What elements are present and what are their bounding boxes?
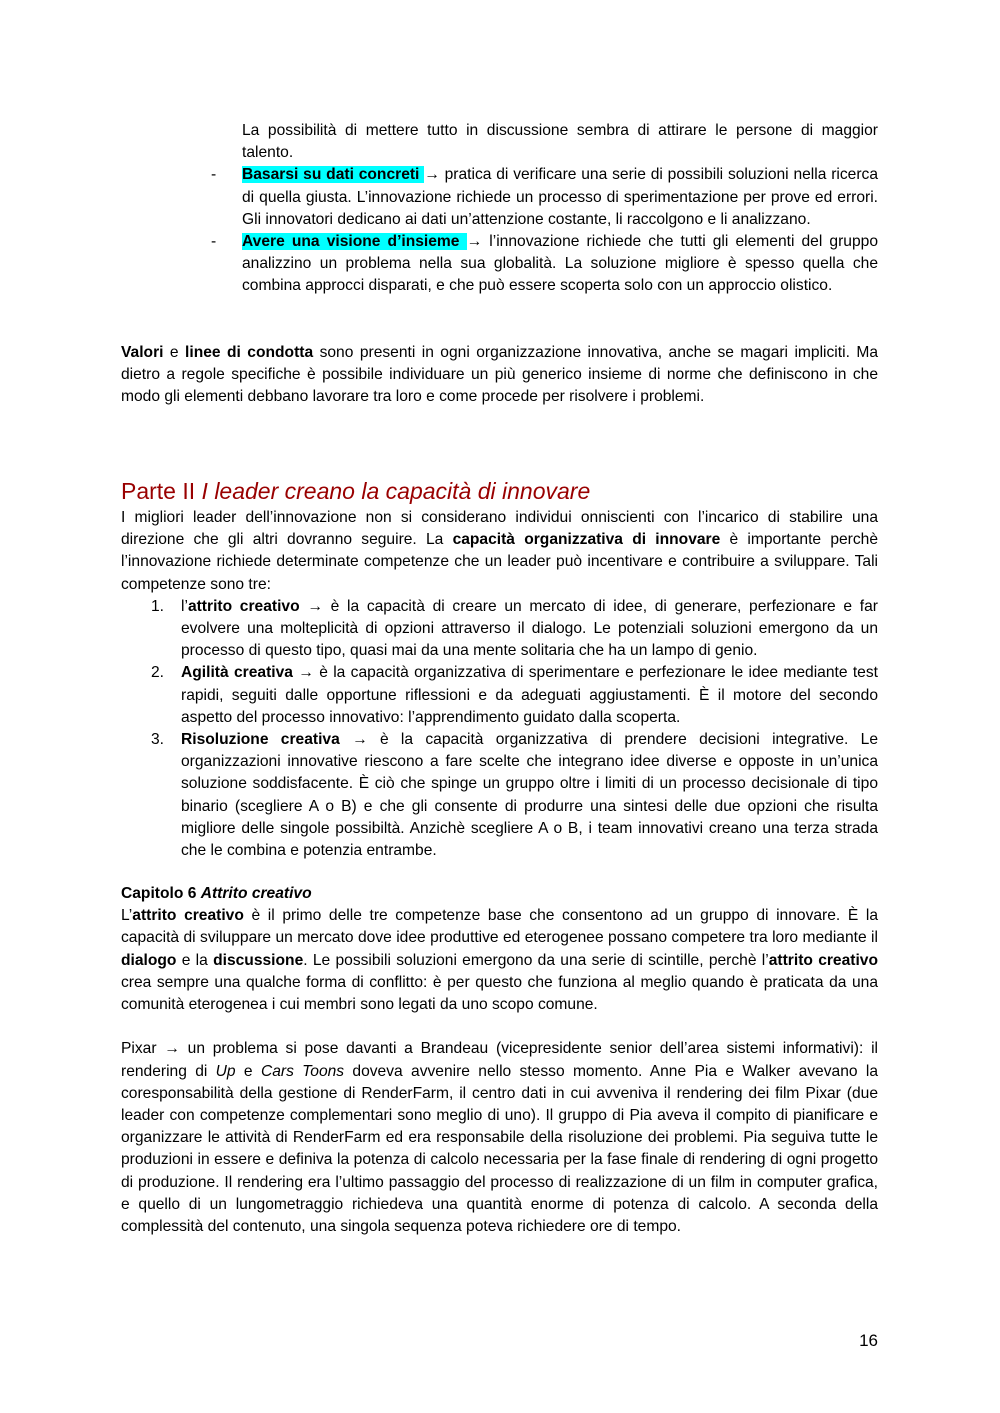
list-number: 1.	[151, 597, 165, 615]
bold-term: attrito creativo	[768, 951, 878, 969]
list-item-text: → è la capacità di creare un mercato di idee, di generare, perfezionare e far evolvere una molteplicità di opzioni attraverso il dialogo. Le potenziali soluzioni emergono da un processo di questo tipo, quasi mai da una mente solitaria che ha un lampo di genio.	[181, 597, 878, 660]
list-number: 2.	[151, 664, 165, 682]
page-number: 16	[859, 1331, 878, 1350]
bullet-dash: -	[211, 233, 217, 251]
bold-term: capacità organizzativa di innovare	[452, 531, 721, 549]
text-run: L’	[121, 907, 133, 925]
list-item-text: → è la capacità organizzativa di sperimentare e perfezionare le idee mediante test rapidi, seguiti dalle opportune riflessioni e da adeguati aggiustamenti. È il motore del secondo aspetto del processo innovativo: l’apprendimento guidato dalla scoperta.	[181, 664, 878, 726]
text-run: Pixar → un problema si pose davanti a Brandeau (vicepresidente senior dell’area sistemi informativi): il rendering di	[121, 1040, 878, 1080]
numbered-list	[121, 596, 878, 862]
heading-title: I leader creano la capacità di innovare	[201, 478, 591, 504]
list-item	[121, 729, 878, 862]
text-run: e	[163, 344, 186, 361]
text-run: e	[235, 1062, 261, 1080]
list-item	[121, 231, 878, 298]
text-run: I migliori leader dell’innovazione non si considerano individui onniscienti con l’incarico di stabilire una direzione che gli altri dovranno seguire. La	[121, 509, 878, 549]
bold-term: dialogo	[121, 951, 177, 969]
highlighted-term: Avere una visione d’insieme	[242, 233, 467, 251]
list-item-continuation	[121, 120, 878, 164]
text-run: . Le possibili soluzioni emergono da una serie di scintille, perchè l’	[303, 951, 769, 969]
values-paragraph	[121, 342, 878, 409]
text-run: e la	[176, 951, 214, 969]
bold-term: Risoluzione creativa	[181, 731, 340, 749]
text-run: l’	[181, 597, 188, 615]
chapter-title	[121, 883, 878, 905]
highlighted-term: Basarsi su dati concreti	[242, 166, 425, 184]
text-run: è importante perchè l’innovazione richiede determinate competenze che un leader può incentivare e contribuire a sviluppare. Tali competenze sono tre:	[121, 531, 878, 593]
bold-term: Valori	[121, 344, 164, 361]
list-number: 3.	[151, 731, 165, 749]
part2-intro	[121, 507, 878, 596]
part2-body	[121, 507, 878, 862]
list-item	[121, 596, 878, 663]
bold-term: attrito creativo	[132, 907, 244, 925]
text-run: doveva avvenire nello stesso momento. Anne Pia e Walker avevano la coresponsabilità della gestione di RenderFarm, il centro dati in cui avveniva il rendering dei film Pixar (due leader con competenze complementari sono meglio di uno). Il gruppo di Pia aveva il compito di pianificare e organizzare le attività di RenderFarm ed era responsabile della risoluzione dei problemi. Pia seguiva tutte le produzioni in essere e definiva la potenza di calcolo necessaria per la fase finale di rendering di ogni progetto di produzione. Il rendering era l’ultimo passaggio del processo di realizzazione di un film in computer grafica, e quello di un lungometraggio richiedeva una quantità enorme di potenza di calcolo. A seconda della complessità del contenuto, una singola sequenza poteva richiedere ore di tempo.	[121, 1062, 879, 1236]
bullet-dash: -	[211, 166, 217, 184]
section-heading	[121, 476, 878, 506]
list-item-text: → l’innovazione richiede che tutti gli elementi del gruppo analizzino un problema nella sua globalità. La soluzione migliore è spesso quella che combina approcci disparati, e che può essere scoperta solo con un approccio olistico.	[242, 233, 878, 295]
list-item	[121, 662, 878, 729]
chapter6-paragraph-2	[121, 1038, 878, 1238]
chapter-title-italic: Attrito creativo	[200, 885, 312, 902]
chapter6-paragraph-1	[121, 905, 878, 1016]
paragraph-spacer	[121, 1016, 878, 1038]
bullet-list	[121, 120, 878, 298]
heading-prefix: Parte II	[121, 478, 202, 504]
bold-term: linee di condotta	[185, 344, 314, 361]
text-run: sono presenti in ogni organizzazione innovativa, anche se magari impliciti. Ma dietro a regole specifiche è possibile individuare un più generico insieme di norme che definiscono in che modo gli elementi debbano lavorare tra loro e come procede per risolvere i problemi.	[121, 344, 879, 406]
bold-term: discussione	[213, 951, 304, 969]
chapter-title-prefix: Capitolo 6	[121, 885, 201, 902]
list-item-text: La possibilità di mettere tutto in discussione sembra di attirare le persone di maggior talento.	[242, 122, 878, 162]
italic-title: Up	[215, 1062, 236, 1080]
chapter6-section	[121, 883, 878, 1238]
list-item	[121, 164, 878, 231]
bold-term: Agilità creativa	[181, 664, 293, 682]
text-run: crea sempre una qualche forma di conflitto: è per questo che funziona al meglio quando è praticata da una comunità eterogenea i cui membri sono legati da uno scopo comune.	[121, 973, 878, 1014]
bold-term: attrito creativo	[187, 597, 300, 615]
italic-title: Cars Toons	[260, 1062, 345, 1080]
list-item-text: → pratica di verificare una serie di possibili soluzioni nella ricerca di quella giusta. L’innovazione richiede un processo di sperimentazione per prove ed errori. Gli innovatori dedicano ai dati un’attenzione costante, li raccolgono e li analizzano.	[242, 166, 878, 228]
list-item-text: → è la capacità organizzativa di prendere decisioni integrative. Le organizzazioni innovative riescono a fare scelte che integrano idee diverse e opposte in un’unica soluzione soddisfacente. È ciò che spinge un gruppo oltre i limiti di un processo decisionale di tipo binario (scegliere A o B) e che gli consente di produrre una sintesi delle due opzioni che risulta migliore delle singole possibiltà. Anzichè scegliere A o B, i team innovativi creano una terza strada che le combina e potenzia entrambe.	[181, 731, 878, 860]
text-run: è il primo delle tre competenze base che consentono ad un gruppo di innovare. È la capacità di sviluppare un mercato dove idee produttive ed eterogenee possano competere tra loro mediante il	[121, 907, 878, 947]
